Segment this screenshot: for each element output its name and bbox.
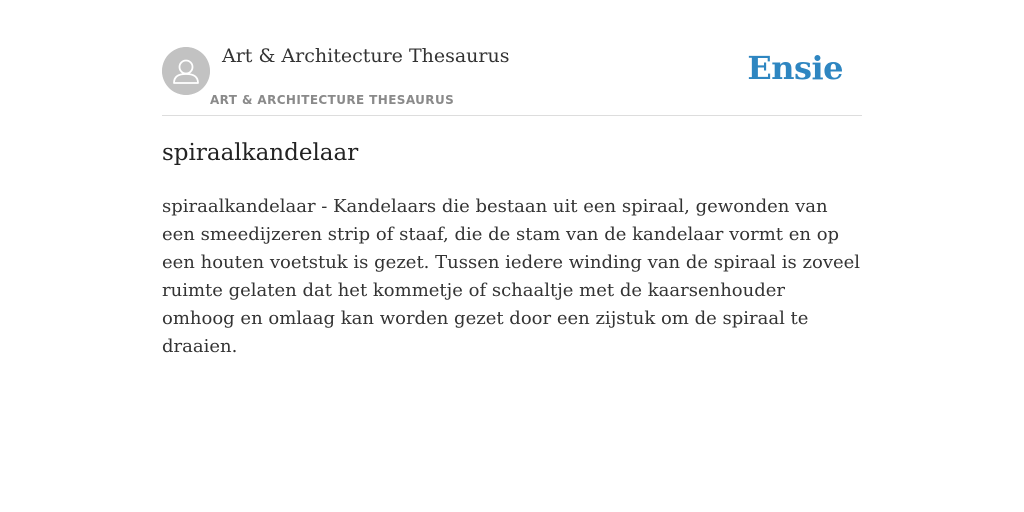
header-title[interactable]: Art & Architecture Thesaurus — [222, 45, 510, 67]
definition-text: spiraalkandelaar - Kandelaars die bestaan uit een spiraal, gewonden van een smeedijzeren strip of staaf, die de stam van de kandelaar vormt en op een houten voetstuk is gezet. Tussen iedere winding van de spiraal is zoveel ruimte gelaten dat het kommetje of schaaltje met de kaarsenhouder omhoog en omlaag kan worden gezet door een zijstuk om de spiraal te draaien. — [162, 196, 861, 357]
brand-logo[interactable]: Ensie — [747, 49, 843, 87]
page-title: spiraalkandelaar — [162, 140, 359, 166]
avatar[interactable] — [162, 47, 210, 95]
page-container — [162, 0, 862, 512]
header-subtitle[interactable]: ART & ARCHITECTURE THESAURUS — [210, 93, 455, 107]
user-icon — [162, 47, 210, 95]
header — [162, 0, 862, 116]
